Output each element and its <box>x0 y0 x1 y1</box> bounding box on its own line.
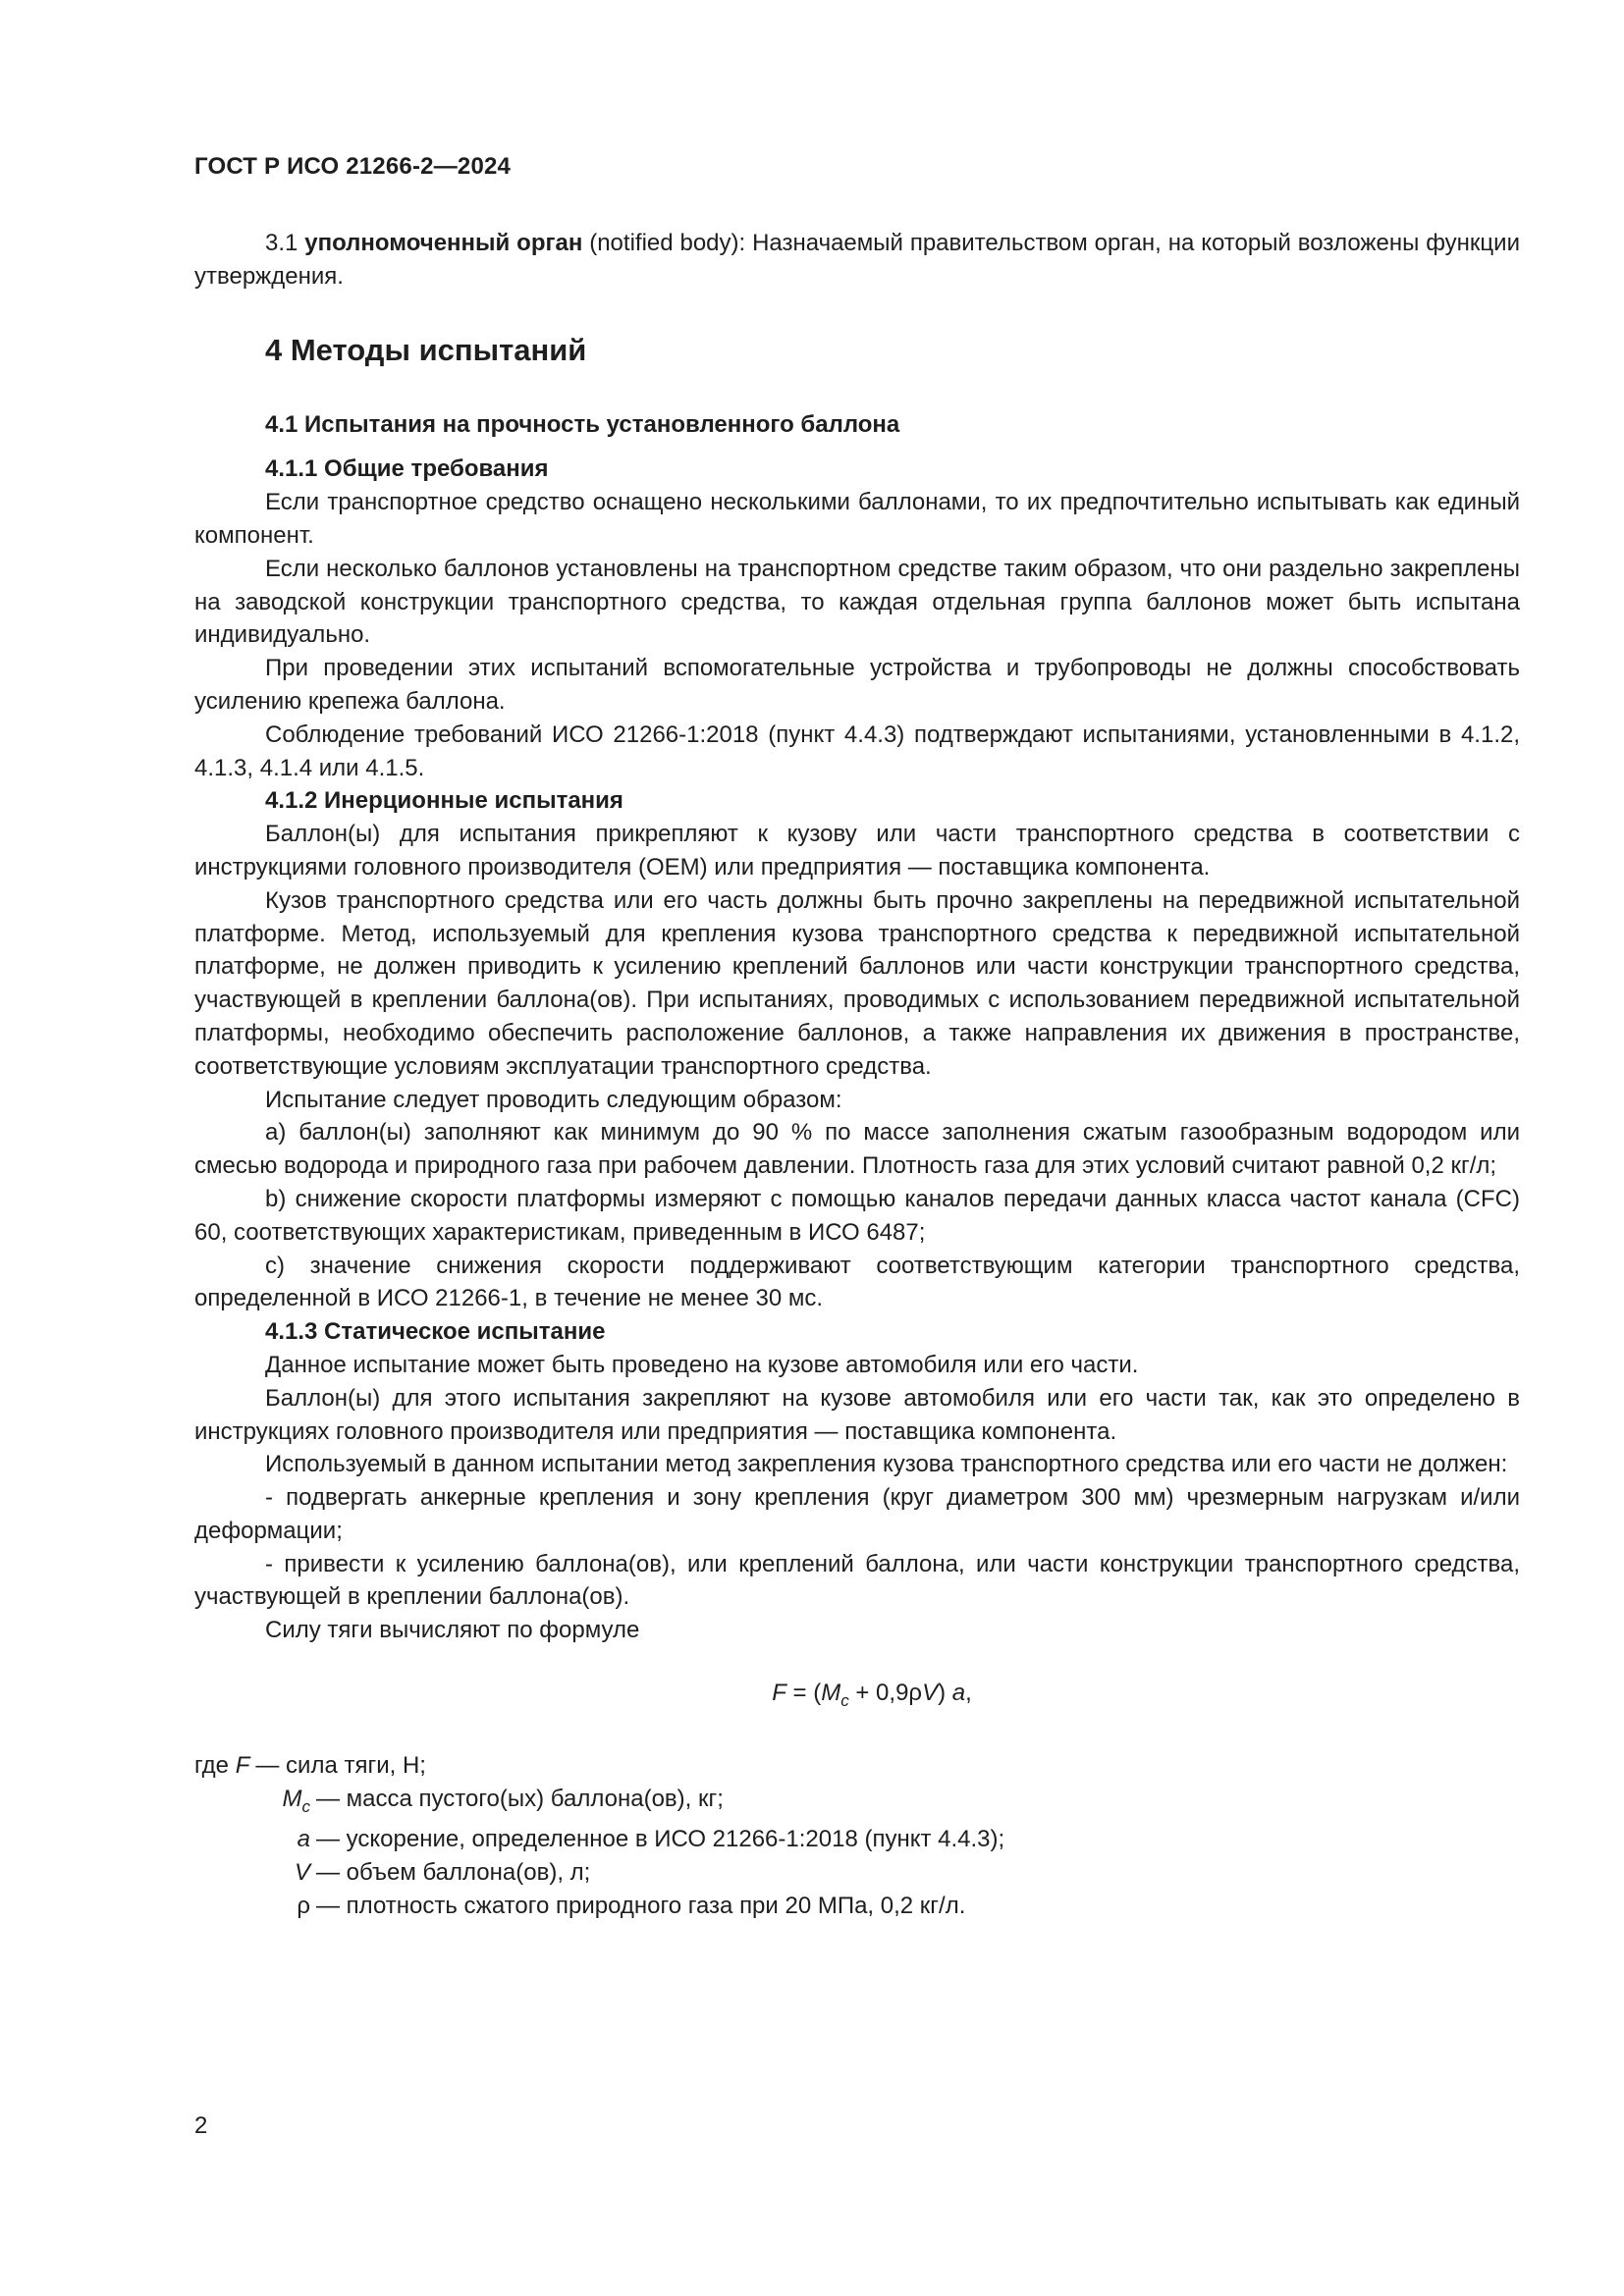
legend-row-v <box>194 1856 1520 1890</box>
dash-item: - привести к усилению баллона(ов), или креплений баллона, или части конструкции транспортного средства, участвующей в креплении баллона(ов). <box>194 1550 1520 1611</box>
formula-end: , <box>965 1680 972 1707</box>
formula-v: V <box>922 1680 939 1707</box>
paragraph: Кузов транспортного средства или его часть должны быть прочно закреплены на передвижной испытательной платформе. Метод, используемый для крепления кузова транспортного средства к передвижной испытательной платформе, не должен приводить к усилению креплений баллонов или части конструкции транспортного средства, участвующей в креплении баллона(ов). При испытаниях, проводимых с использованием передвижной испытательной платформы, необходимо обеспечить расположение баллонов, а также направления их движения в пространстве, соответствующие условиям эксплуатации транспортного средства. <box>194 886 1520 1080</box>
legend-desc: — плотность сжатого природного газа при 20 МПа, 0,2 кг/л. <box>316 1893 966 1920</box>
formula-close: ) <box>938 1680 952 1707</box>
list-item-c: c) значение снижения скорости поддерживают соответствующим категории транспортного средства, определенной в ИСО 21266-1, в течение не менее 30 мс. <box>194 1252 1520 1312</box>
list-item-b: b) снижение скорости платформы измеряют с помощью каналов передачи данных класса частот канала (CFC) 60, соответствующих характеристикам, приведенным в ИСО 6487; <box>194 1185 1520 1246</box>
formula-a: a <box>951 1680 966 1707</box>
formula-plus: + 0,9ρ <box>848 1680 923 1707</box>
legend-desc: — ускорение, определенное в ИСО 21266-1:2018 (пункт 4.4.3); <box>316 1826 1005 1853</box>
formula-eq: = ( <box>785 1680 822 1707</box>
paragraph: Баллон(ы) для испытания прикрепляют к кузову или части транспортного средства в соответствии с инструкциями головного производителя (OEM) или предприятия — поставщика компонента. <box>194 821 1520 881</box>
definition-3-1 <box>194 227 1520 294</box>
legend-symbol: F <box>235 1751 250 1779</box>
section-4-1-title: 4.1 Испытания на прочность установленного баллона <box>265 410 900 438</box>
legend-row-rho <box>194 1890 1520 1923</box>
paragraph: Используемый в данном испытании метод закрепления кузова транспортного средства или его части не должен: <box>265 1451 1508 1478</box>
document-body <box>194 227 1520 1923</box>
legend-symbol-sub: c <box>301 1796 310 1816</box>
document-header: ГОСТ Р ИСО 21266-2—2024 <box>194 153 512 180</box>
formula-m-sub: c <box>840 1691 849 1711</box>
force-formula <box>194 1677 1520 1718</box>
legend-desc: — сила тяги, Н; <box>255 1751 426 1779</box>
paragraph: Данное испытание может быть проведено на кузове автомобиля или его части. <box>265 1351 1139 1378</box>
paragraph: Соблюдение требований ИСО 21266-1:2018 (пункт 4.4.3) подтверждают испытаниями, установленными в 4.1.2, 4.1.3, 4.1.4 или 4.1.5. <box>194 721 1520 781</box>
legend-symbol <box>194 1783 316 1824</box>
dash-item: - подвергать анкерные крепления и зону крепления (круг диаметром 300 мм) чрезмерным нагрузкам и/или деформации; <box>194 1484 1520 1544</box>
definition-english: (notified body): <box>589 230 746 256</box>
paragraph: Силу тяги вычисляют по формуле <box>265 1617 640 1644</box>
section-4-1-1-title: 4.1.1 Общие требования <box>265 455 549 483</box>
paragraph: Если транспортное средство оснащено несколькими баллонами, то их предпочтительно испытывать как единый компонент. <box>194 489 1520 549</box>
definition-term: уполномоченный орган <box>304 230 583 256</box>
legend-desc: — масса пустого(ых) баллона(ов), кг; <box>316 1785 724 1812</box>
paragraph: При проведении этих испытаний вспомогательные устройства и трубопроводы не должны способствовать усилению крепежа баллона. <box>194 655 1520 715</box>
legend-row-f <box>194 1749 1520 1783</box>
definition-text: Назначаемый правительством орган, на который возложены функции утверждения. <box>194 230 1520 290</box>
list-item-a: a) баллон(ы) заполняют как минимум до 90 % по массе заполнения сжатым газообразным водородом или смесью водорода и природного газа при рабочем давлении. Плотность газа для этих условий считают равной 0,2 кг/л; <box>194 1119 1520 1180</box>
legend-desc: — объем баллона(ов), л; <box>316 1859 591 1887</box>
definition-number: 3.1 <box>265 230 298 256</box>
page-number: 2 <box>194 2112 208 2139</box>
paragraph: Баллон(ы) для этого испытания закрепляют на кузове автомобиля или его части так, как это определено в инструкциях головного производителя или предприятия — поставщика компонента. <box>194 1384 1520 1445</box>
section-4-1-3-title: 4.1.3 Статическое испытание <box>265 1318 606 1346</box>
legend-where: где <box>194 1751 230 1779</box>
formula-f: F <box>772 1680 786 1707</box>
paragraph: Испытание следует проводить следующим образом: <box>265 1086 842 1113</box>
legend-symbol-main: M <box>282 1785 302 1812</box>
legend-symbol: V <box>294 1859 310 1887</box>
paragraph: Если несколько баллонов установлены на транспортном средстве таким образом, что они раздельно закреплены на заводской конструкции транспортного средства, то каждая отдельная группа баллонов может быть испытана индивидуально. <box>194 555 1520 649</box>
section-4-1-2-title: 4.1.2 Инерционные испытания <box>265 787 623 815</box>
legend-row-a <box>194 1823 1520 1856</box>
legend-row-mc <box>194 1783 1520 1824</box>
section-4-title: 4 Методы испытаний <box>265 332 587 367</box>
formula-m: M <box>821 1680 841 1707</box>
legend-symbol: a <box>297 1826 310 1853</box>
legend-symbol: ρ <box>297 1893 310 1920</box>
